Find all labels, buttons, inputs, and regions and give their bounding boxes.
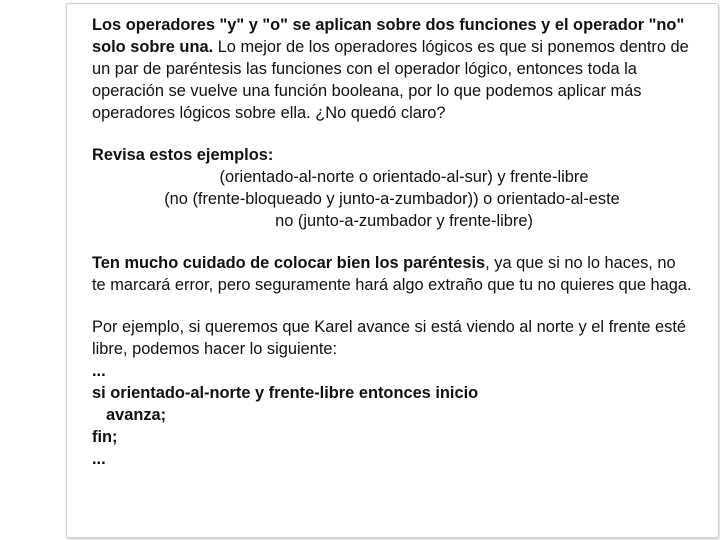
examples-heading: Revisa estos ejemplos:	[92, 146, 274, 164]
example-line-1: (orientado-al-norte o orientado-al-sur) y frente-libre	[219, 168, 589, 186]
warning-bold-text: Ten mucho cuidado de colocar bien los paréntesis	[92, 254, 486, 272]
code-line-2: si orientado-al-norte y frente-libre entonces inicio	[92, 384, 479, 402]
intro-bold-text: Los operadores "y" y "o" se aplican sobre dos funciones y el operador "no" solo sobre una.	[92, 16, 685, 56]
intro-paragraph	[92, 14, 692, 124]
example-paragraph: Por ejemplo, si queremos que Karel avance si está viendo al norte y el frente esté libre, podemos hacer lo siguiente:	[92, 318, 687, 358]
example-line-3: no (junto-a-zumbador y frente-libre)	[275, 212, 533, 230]
warning-paragraph	[92, 252, 692, 296]
code-line-1: ...	[92, 362, 106, 380]
slide-content	[92, 14, 692, 470]
intro-text: Lo mejor de los operadores lógicos es que si ponemos dentro de un par de paréntesis las funciones con el operador lógico, entonces toda la operación se vuelve una función booleana, por lo que podemos aplicar más operadores lógicos sobre ella. ¿No quedó claro?	[92, 38, 689, 122]
code-line-4: fin;	[92, 428, 118, 446]
warning-text: , ya que si no lo haces, no te marcará error, pero seguramente hará algo extraño que tu no quieres que haga.	[92, 254, 692, 294]
code-line-3: avanza;	[106, 406, 167, 424]
code-line-5: ...	[92, 450, 106, 468]
example-line-2: (no (frente-bloqueado y junto-a-zumbador)) o orientado-al-este	[164, 190, 620, 208]
